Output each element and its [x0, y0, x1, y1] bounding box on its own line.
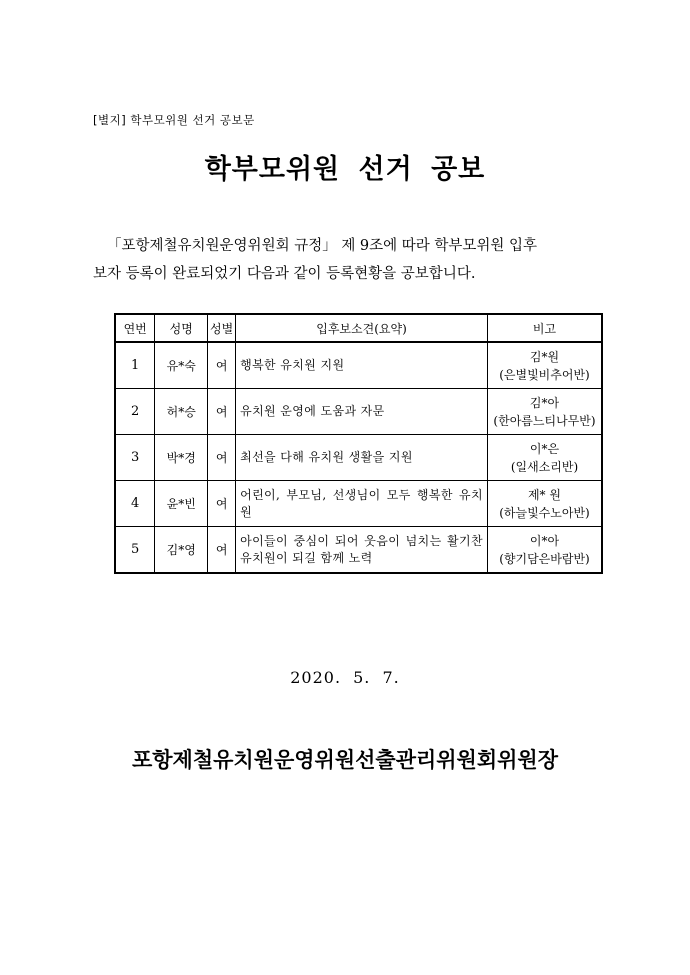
candidate-name: 유*숙: [155, 342, 208, 389]
header-remarks: 비고: [487, 314, 602, 342]
candidate-gender: 여: [208, 342, 236, 389]
remarks-cell: [487, 481, 602, 527]
candidate-statement: 유치원 운영에 도움과 자문: [236, 389, 488, 435]
table-row: [115, 389, 602, 435]
row-number: 2: [115, 389, 155, 435]
intro-line-2: 보자 등록이 완료되었기 다음과 같이 등록현황을 공보합니다.: [93, 266, 476, 282]
remarks-parent-name: 김*원: [529, 349, 560, 364]
candidate-statement: 아이들이 중심이 되어 웃음이 넘치는 활기찬 유치원이 되길 함께 노력: [236, 527, 488, 574]
candidate-gender: 여: [208, 527, 236, 574]
remarks-parent-name: 이*은: [529, 441, 560, 456]
row-number: 3: [115, 435, 155, 481]
candidate-name: 박*경: [155, 435, 208, 481]
header-name: 성명: [155, 314, 208, 342]
candidate-gender: 여: [208, 481, 236, 527]
header-gender: 성별: [208, 314, 236, 342]
candidate-gender: 여: [208, 435, 236, 481]
remarks-class-name: (은별빛비추어반): [499, 367, 590, 382]
remarks-parent-name: 제* 원: [527, 487, 561, 502]
remarks-parent-name: 김*아: [529, 395, 560, 410]
intro-line-1: 「포항제철유치원운영위원회 규정」 제 9조에 따라 학부모위원 입후: [107, 238, 538, 254]
remarks-class-name: (한아름느티나무반): [493, 413, 596, 428]
remarks-cell: [487, 527, 602, 574]
row-number: 5: [115, 527, 155, 574]
attachment-label: [별지] 학부모위원 선거 공보문: [93, 113, 255, 127]
table-row: [115, 342, 602, 389]
remarks-cell: [487, 435, 602, 481]
announcement-date: 2020. 5. 7.: [290, 668, 400, 687]
page-title: 학부모위원 선거 공보: [204, 154, 486, 185]
candidate-statement: 행복한 유치원 지원: [236, 342, 488, 389]
table-row: [115, 481, 602, 527]
row-number: 1: [115, 342, 155, 389]
remarks-class-name: (하늘빛수노아반): [499, 505, 590, 520]
issuing-organization: 포항제철유치원운영위원선출관리위원회위원장: [131, 747, 558, 772]
candidate-table: [114, 313, 603, 574]
table-header-row: [115, 314, 602, 342]
remarks-parent-name: 이*아: [529, 533, 560, 548]
remarks-class-name: (일새소리반): [510, 459, 579, 474]
table-row: [115, 527, 602, 574]
candidate-name: 김*영: [155, 527, 208, 574]
header-conditions: 입후보소견(요약): [236, 314, 488, 342]
header-no: 연번: [115, 314, 155, 342]
intro-paragraph: [93, 232, 601, 288]
remarks-class-name: (향기담은바람반): [499, 551, 590, 566]
candidate-statement: 어린이, 부모님, 선생님이 모두 행복한 유치원: [236, 481, 488, 527]
candidate-name: 윤*빈: [155, 481, 208, 527]
table-row: [115, 435, 602, 481]
remarks-cell: [487, 389, 602, 435]
candidate-gender: 여: [208, 389, 236, 435]
candidate-statement: 최선을 다해 유치원 생활을 지원: [236, 435, 488, 481]
remarks-cell: [487, 342, 602, 389]
candidate-name: 허*승: [155, 389, 208, 435]
row-number: 4: [115, 481, 155, 527]
